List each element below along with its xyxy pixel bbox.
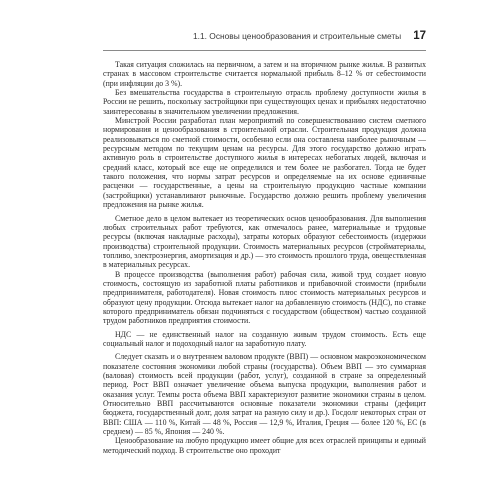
paragraph: Такая ситуация сложилась на первичном, а затем и на вторичном рынке жилья. В развитых странах в массовом строительстве считается нормальной прибыль 8–12 % от себестоимости (при инфляции до 3 %). (103, 60, 426, 88)
running-header (103, 30, 426, 51)
paragraph: Сметное дело в целом вытекает из теоретических основ ценообразования. Для выполнения любых строительных работ требуются, как отмечалось ранее, материальные и трудовые ресурсы (включая накладные расходы), затраты которых образуют себестоимость (издержки производства) строительной продукции. Стоимость материальных ресурсов (стройматериалы, топливо, электроэнергия, амортизация и др.) — это стоимость прошлого труда, овеществленная в материальных ресурсах. (103, 213, 426, 270)
paragraph: Ценообразование на любую продукцию имеет общие для всех отраслей принципы и единый методический подход. В строительстве оно проходит (103, 436, 426, 455)
section-title: 1.1. Основы ценообразования и строительные сметы (193, 31, 402, 41)
body-text (103, 60, 426, 455)
paragraph: Минстрой России разработал план мероприятий по совершенствованию систем сметного нормирования и ценообразования в строительной отрасли. Строительная продукция должна реализовываться по сметной стоимости, особенно если она составлена наиболее рыночным — ресурсным методом по текущим ценам на ресурсы. Для этого государство должно играть активную роль в строительстве доступного жилья в интересах небогатых людей, включая и средний класс, который все еще не определился и тем более не разбогател. Тогда не будет такого положения, что нормы затрат ресурсов и определяемые на их основе единичные расценки — государственные, а цены на строительную продукцию частные компании (застройщики) устанавливают рыночные. Государство должно решить проблему увеличения предложения на рынке жилья. (103, 116, 426, 210)
paragraph: Без вмешательства государства в строительную отрасль проблему доступности жилья в России не решить, поскольку застройщики при существующих ценах и прибылях недостаточно заинтересованы в значительном увеличении предложения. (103, 88, 426, 116)
paragraph: В процессе производства (выполнения работ) рабочая сила, живой труд создает новую стоимость, состоящую из заработной платы работников и прибавочной стоимости (прибыли предпринимателя, работодателя). Новая стоимость плюс стоимость материальных ресурсов и образуют цену продукции. Отсюда вытекает налог на добавленную стоимость (НДС), по ставке которого предприниматель обязан подчиняться с государством (обществом) частью созданной трудом работников предприятия стоимости. (103, 269, 426, 326)
paragraph: Следует сказать и о внутреннем валовом продукте (ВВП) — основном макроэкономическом показателе состояния экономики любой страны (государства). Объем ВВП — это суммарная (валовая) стоимость всей продукции (работ, услуг), созданной в стране за определенный период. Рост ВВП означает увеличение объема выпуска продукции, выполнения работ и оказания услуг. Темпы роста объема ВВП характеризуют развитие экономики страны в целом. Относительно ВВП рассчитываются основные показатели экономики страны (дефицит бюджета, государственный долг, доля затрат на разную силу и др.). Госдолг некоторых стран от ВВП: США — 110 %, Китай — 48 %, Россия — 12,9 %, Италия, Греция — более 120 %, ЕС (в среднем) — 85 %, Япония — 240 %. (103, 352, 426, 437)
page-number: 17 (413, 30, 426, 42)
paragraph: НДС — не единственный налог на созданную живым трудом стоимость. Есть еще социальный налог и подоходный налог на заработную плату. (103, 329, 426, 348)
